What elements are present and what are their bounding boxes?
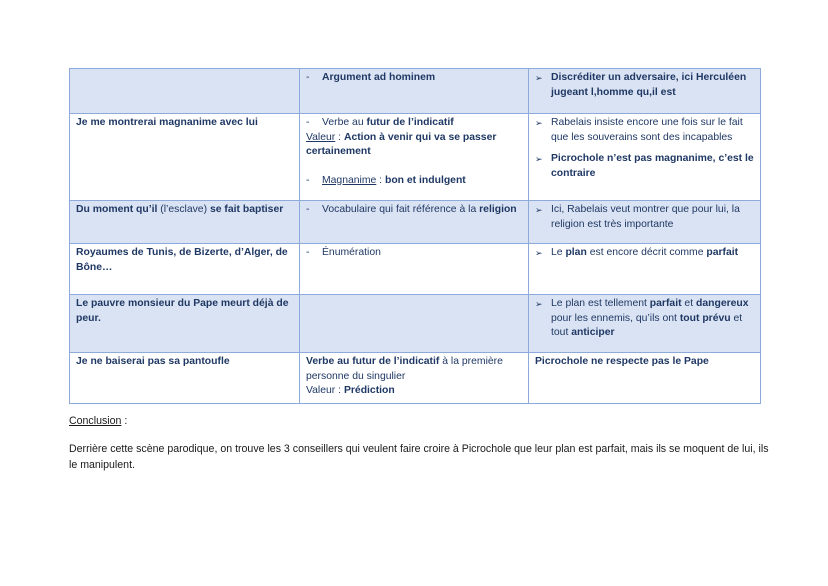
table-cell-procede: - Verbe au futur de l’indicatif Valeur : Action à venir qui va se passer certainement - Magnanime : bon et indulgent [300, 114, 529, 201]
dash-icon: - [306, 247, 310, 258]
table-cell-interpretation: ➢ Ici, Rabelais veut montrer que pour lui, la religion est très importante [529, 201, 761, 244]
table-cell-interpretation: ➢ Discréditer un adversaire, ici Herculéen jugeant l,homme qu,il est [529, 69, 761, 114]
table-row [70, 244, 761, 295]
arrow-bullet-icon: ➢ [535, 205, 543, 215]
dash-icon: - [306, 174, 310, 186]
conclusion-heading: Conclusion : [69, 415, 128, 427]
arrow-bullet-icon: ➢ [535, 299, 543, 309]
table-cell-interpretation: ➢ Le plan est tellement parfait et dangereux pour les ennemis, qu’ils ont tout prévu et tout anticiper [529, 295, 761, 353]
table-cell-quote: Le pauvre monsieur du Pape meurt déjà de peur. [70, 295, 300, 353]
arrow-bullet-icon: ➢ [535, 118, 543, 128]
table-cell-interpretation: ➢ Le plan est encore décrit comme parfait [529, 244, 761, 295]
dash-icon: - [306, 204, 310, 215]
arrow-bullet-icon: ➢ [535, 154, 543, 164]
conclusion-text: Derrière cette scène parodique, on trouve les 3 conseillers qui veulent faire croire à Picrochole que leur plan est parfait, mais ils se moquent de lui, ils le manipulent. [69, 443, 769, 471]
table-cell-quote [70, 69, 300, 114]
table-cell-quote: Je me montrerai magnanime avec lui [70, 114, 300, 201]
table-cell-quote: Du moment qu’il (l’esclave) se fait baptiser [70, 201, 300, 244]
dash-icon: - [306, 117, 310, 128]
table-row [70, 353, 761, 404]
table-cell-procede [300, 295, 529, 353]
arrow-bullet-icon: ➢ [535, 248, 543, 258]
table-row [70, 295, 761, 353]
table-row [70, 69, 761, 114]
table-cell-procede: - Vocabulaire qui fait référence à la religion [300, 201, 529, 244]
table-cell-procede: - Argument ad hominem [300, 69, 529, 114]
analysis-table [69, 68, 761, 404]
arrow-bullet-icon: ➢ [535, 73, 543, 83]
table-cell-procede: Verbe au futur de l’indicatif à la première personne du singulier Valeur : Prédiction [300, 353, 529, 404]
table-cell-interpretation: ➢ Rabelais insiste encore une fois sur le fait que les souverains sont des incapables ➢ Picrochole n’est pas magnanime, c’est le contraire [529, 114, 761, 201]
table-row [70, 114, 761, 201]
table-cell-interpretation: Picrochole ne respecte pas le Pape [529, 353, 761, 404]
table-cell-procede: - Énumération [300, 244, 529, 295]
dash-icon: - [306, 72, 310, 83]
table-cell-quote: Je ne baiserai pas sa pantoufle [70, 353, 300, 404]
table-cell-quote: Royaumes de Tunis, de Bizerte, d’Alger, de Bône… [70, 244, 300, 295]
table-row [70, 201, 761, 244]
